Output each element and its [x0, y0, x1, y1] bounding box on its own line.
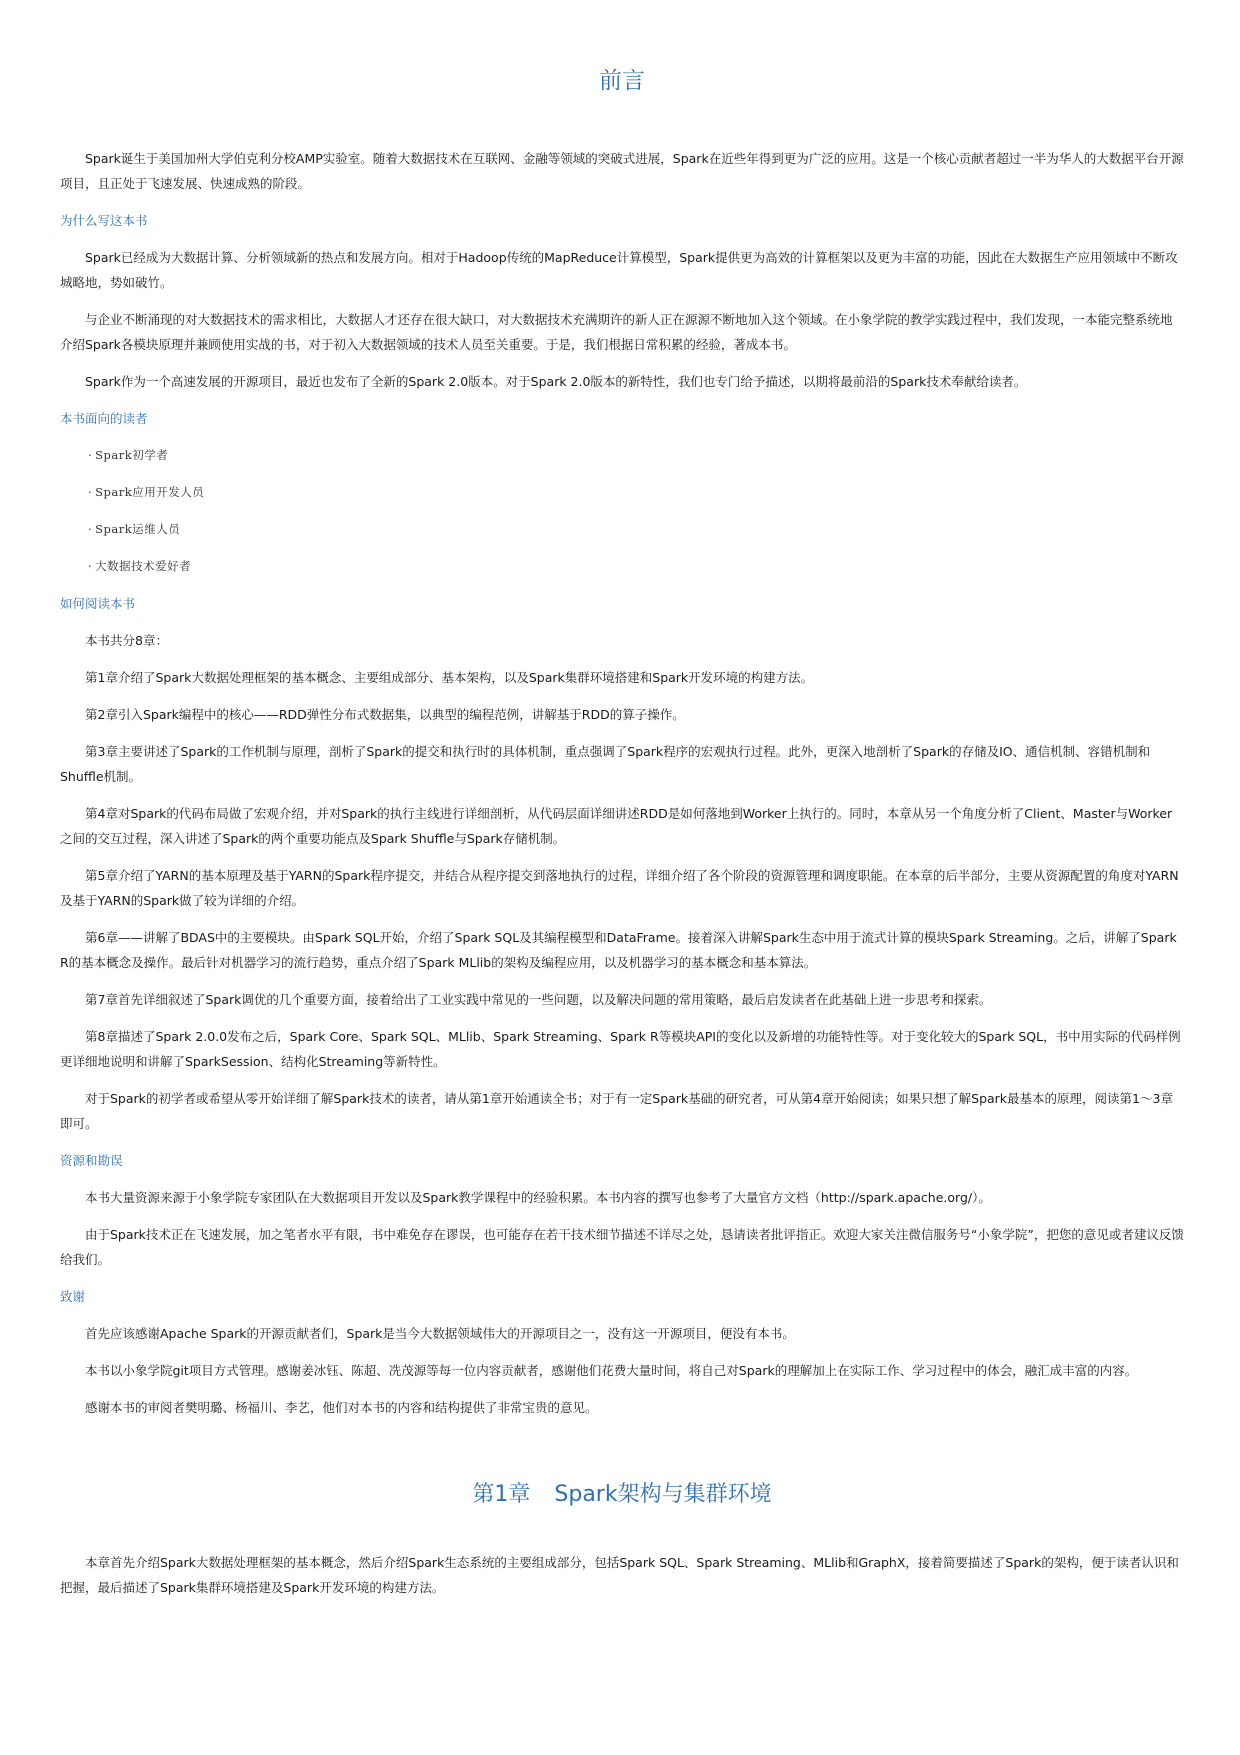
paragraph: 本书以小象学院git项目方式管理。感谢姜冰钰、陈超、冼茂源等每一位内容贡献者，感谢他们花费大量时间，将自己对Spark的理解加上在实际工作、学习过程中的体会，融汇成丰富的内容。 [85, 1363, 1138, 1378]
paragraph: 本书大量资源来源于小象学院专家团队在大数据项目开发以及Spark教学课程中的经验积累。本书内容的撰写也参考了大量官方文档（http://spark.apache.org/）。 [85, 1190, 991, 1205]
bullet-dot-icon: · [88, 485, 93, 499]
chapter-intro: 本章首先介绍Spark大数据处理框架的基本概念，然后介绍Spark生态系统的主要组成部分，包括Spark SQL、Spark Streaming、MLlib和GraphX，接着简要描述了Spark的架构，便于读者认识和把握，最后描述了Spark集群环境搭建及Spark开发环境的构建方法。 [60, 1555, 1179, 1595]
document-body [60, 146, 1184, 1612]
chapter-name: Spark架构与集群环境 [554, 1482, 772, 1507]
preface-intro: Spark诞生于美国加州大学伯克利分校AMP实验室。随着大数据技术在互联网、金融等领域的突破式进展，Spark在近些年得到更为广泛的应用。这是一个核心贡献者超过一半为华人的大数据平台开源项目，且正处于飞速发展、快速成熟的阶段。 [60, 151, 1184, 191]
paragraph: 第7章首先详细叙述了Spark调优的几个重要方面，接着给出了工业实践中常见的一些问题，以及解决问题的常用策略，最后启发读者在此基础上进一步思考和探索。 [85, 992, 992, 1007]
bullet-dot-icon: · [88, 448, 93, 462]
paragraph: 本书共分8章： [85, 633, 168, 648]
paragraph: 第8章描述了Spark 2.0.0发布之后，Spark Core、Spark SQL、MLlib、Spark Streaming、Spark R等模块API的变化以及新增的功能特性等。对于变化较大的Spark SQL，书中用实际的代码样例更详细地说明和讲解了SparkSession、结构化Streaming等新特性。 [60, 1029, 1181, 1069]
paragraph: Spark已经成为大数据计算、分析领域新的热点和发展方向。相对于Hadoop传统的MapReduce计算模型，Spark提供更为高效的计算框架以及更为丰富的功能，因此在大数据生产应用领域中不断攻城略地，势如破竹。 [60, 250, 1178, 290]
paragraph: 第2章引入Spark编程中的核心——RDD弹性分布式数据集，以典型的编程范例，讲解基于RDD的算子操作。 [85, 707, 685, 722]
list-item: · Spark初学者 [88, 448, 169, 462]
paragraph: 第5章介绍了YARN的基本原理及基于YARN的Spark程序提交，并结合从程序提交到落地执行的过程，详细介绍了各个阶段的资源管理和调度职能。在本章的后半部分，主要从资源配置的角度对YARN及基于YARN的Spark做了较为详细的介绍。 [60, 868, 1179, 908]
list-item: · Spark运维人员 [88, 522, 181, 536]
paragraph: 第4章对Spark的代码布局做了宏观介绍，并对Spark的执行主线进行详细剖析，从代码层面详细讲述RDD是如何落地到Worker上执行的。同时，本章从另一个角度分析了Client、Master与Worker之间的交互过程，深入讲述了Spark的两个重要功能点及Spark Shuffle与Spark存储机制。 [60, 806, 1173, 846]
section-heading-howto: 如何阅读本书 [60, 596, 136, 611]
paragraph: 对于Spark的初学者或希望从零开始详细了解Spark技术的读者，请从第1章开始通读全书；对于有一定Spark基础的研究者，可从第4章开始阅读；如果只想了解Spark最基本的原理，阅读第1～3章即可。 [60, 1091, 1173, 1131]
paragraph: 首先应该感谢Apache Spark的开源贡献者们，Spark是当今大数据领域伟大的开源项目之一，没有这一开源项目，便没有本书。 [85, 1326, 795, 1341]
list-item: · Spark应用开发人员 [88, 485, 205, 499]
paragraph: 感谢本书的审阅者樊明璐、杨福川、李艺，他们对本书的内容和结构提供了非常宝贵的意见。 [85, 1400, 598, 1415]
section-heading-thanks: 致谢 [60, 1289, 86, 1304]
readers-list [60, 443, 1184, 579]
chapter-number: 第1章 [472, 1482, 531, 1507]
section-heading-why: 为什么写这本书 [60, 213, 148, 228]
bullet-dot-icon: · [88, 522, 93, 536]
list-item: · 大数据技术爱好者 [88, 559, 192, 573]
paragraph: 第1章介绍了Spark大数据处理框架的基本概念、主要组成部分、基本架构，以及Spark集群环境搭建和Spark开发环境的构建方法。 [85, 670, 814, 685]
bullet-dot-icon: · [88, 559, 93, 573]
paragraph: 第3章主要讲述了Spark的工作机制与原理，剖析了Spark的提交和执行时的具体机制，重点强调了Spark程序的宏观执行过程。此外，更深入地剖析了Spark的存储及IO、通信机制、容错机制和Shuffle机制。 [60, 744, 1151, 784]
section-heading-resources: 资源和勘误 [60, 1153, 123, 1168]
paragraph: 第6章——讲解了BDAS中的主要模块。由Spark SQL开始，介绍了Spark SQL及其编程模型和DataFrame。接着深入讲解Spark生态中用于流式计算的模块Spark Streaming。之后，讲解了Spark R的基本概念及操作。最后针对机器学习的流行趋势，重点介绍了Spark MLlib的架构及编程应用，以及机器学习的基本概念和基本算法。 [60, 930, 1177, 970]
paragraph: Spark作为一个高速发展的开源项目，最近也发布了全新的Spark 2.0版本。对于Spark 2.0版本的新特性，我们也专门给予描述，以期将最前沿的Spark技术奉献给读者。 [85, 374, 1027, 389]
section-heading-readers: 本书面向的读者 [60, 411, 148, 426]
paragraph: 与企业不断涌现的对大数据技术的需求相比，大数据人才还存在很大缺口，对大数据技术充满期许的新人正在源源不断地加入这个领域。在小象学院的教学实践过程中，我们发现，一本能完整系统地介绍Spark各模块原理并兼顾使用实战的书，对于初入大数据领域的技术人员至关重要。于是，我们根据日常积累的经验，著成本书。 [60, 312, 1173, 352]
chapter-title [60, 1480, 1184, 1510]
paragraph: 由于Spark技术正在飞速发展，加之笔者水平有限，书中难免存在谬误，也可能存在若干技术细节描述不详尽之处，恳请读者批评指正。欢迎大家关注微信服务号“小象学院”，把您的意见或者建议反馈给我们。 [60, 1227, 1184, 1267]
preface-title: 前言 [599, 68, 645, 94]
